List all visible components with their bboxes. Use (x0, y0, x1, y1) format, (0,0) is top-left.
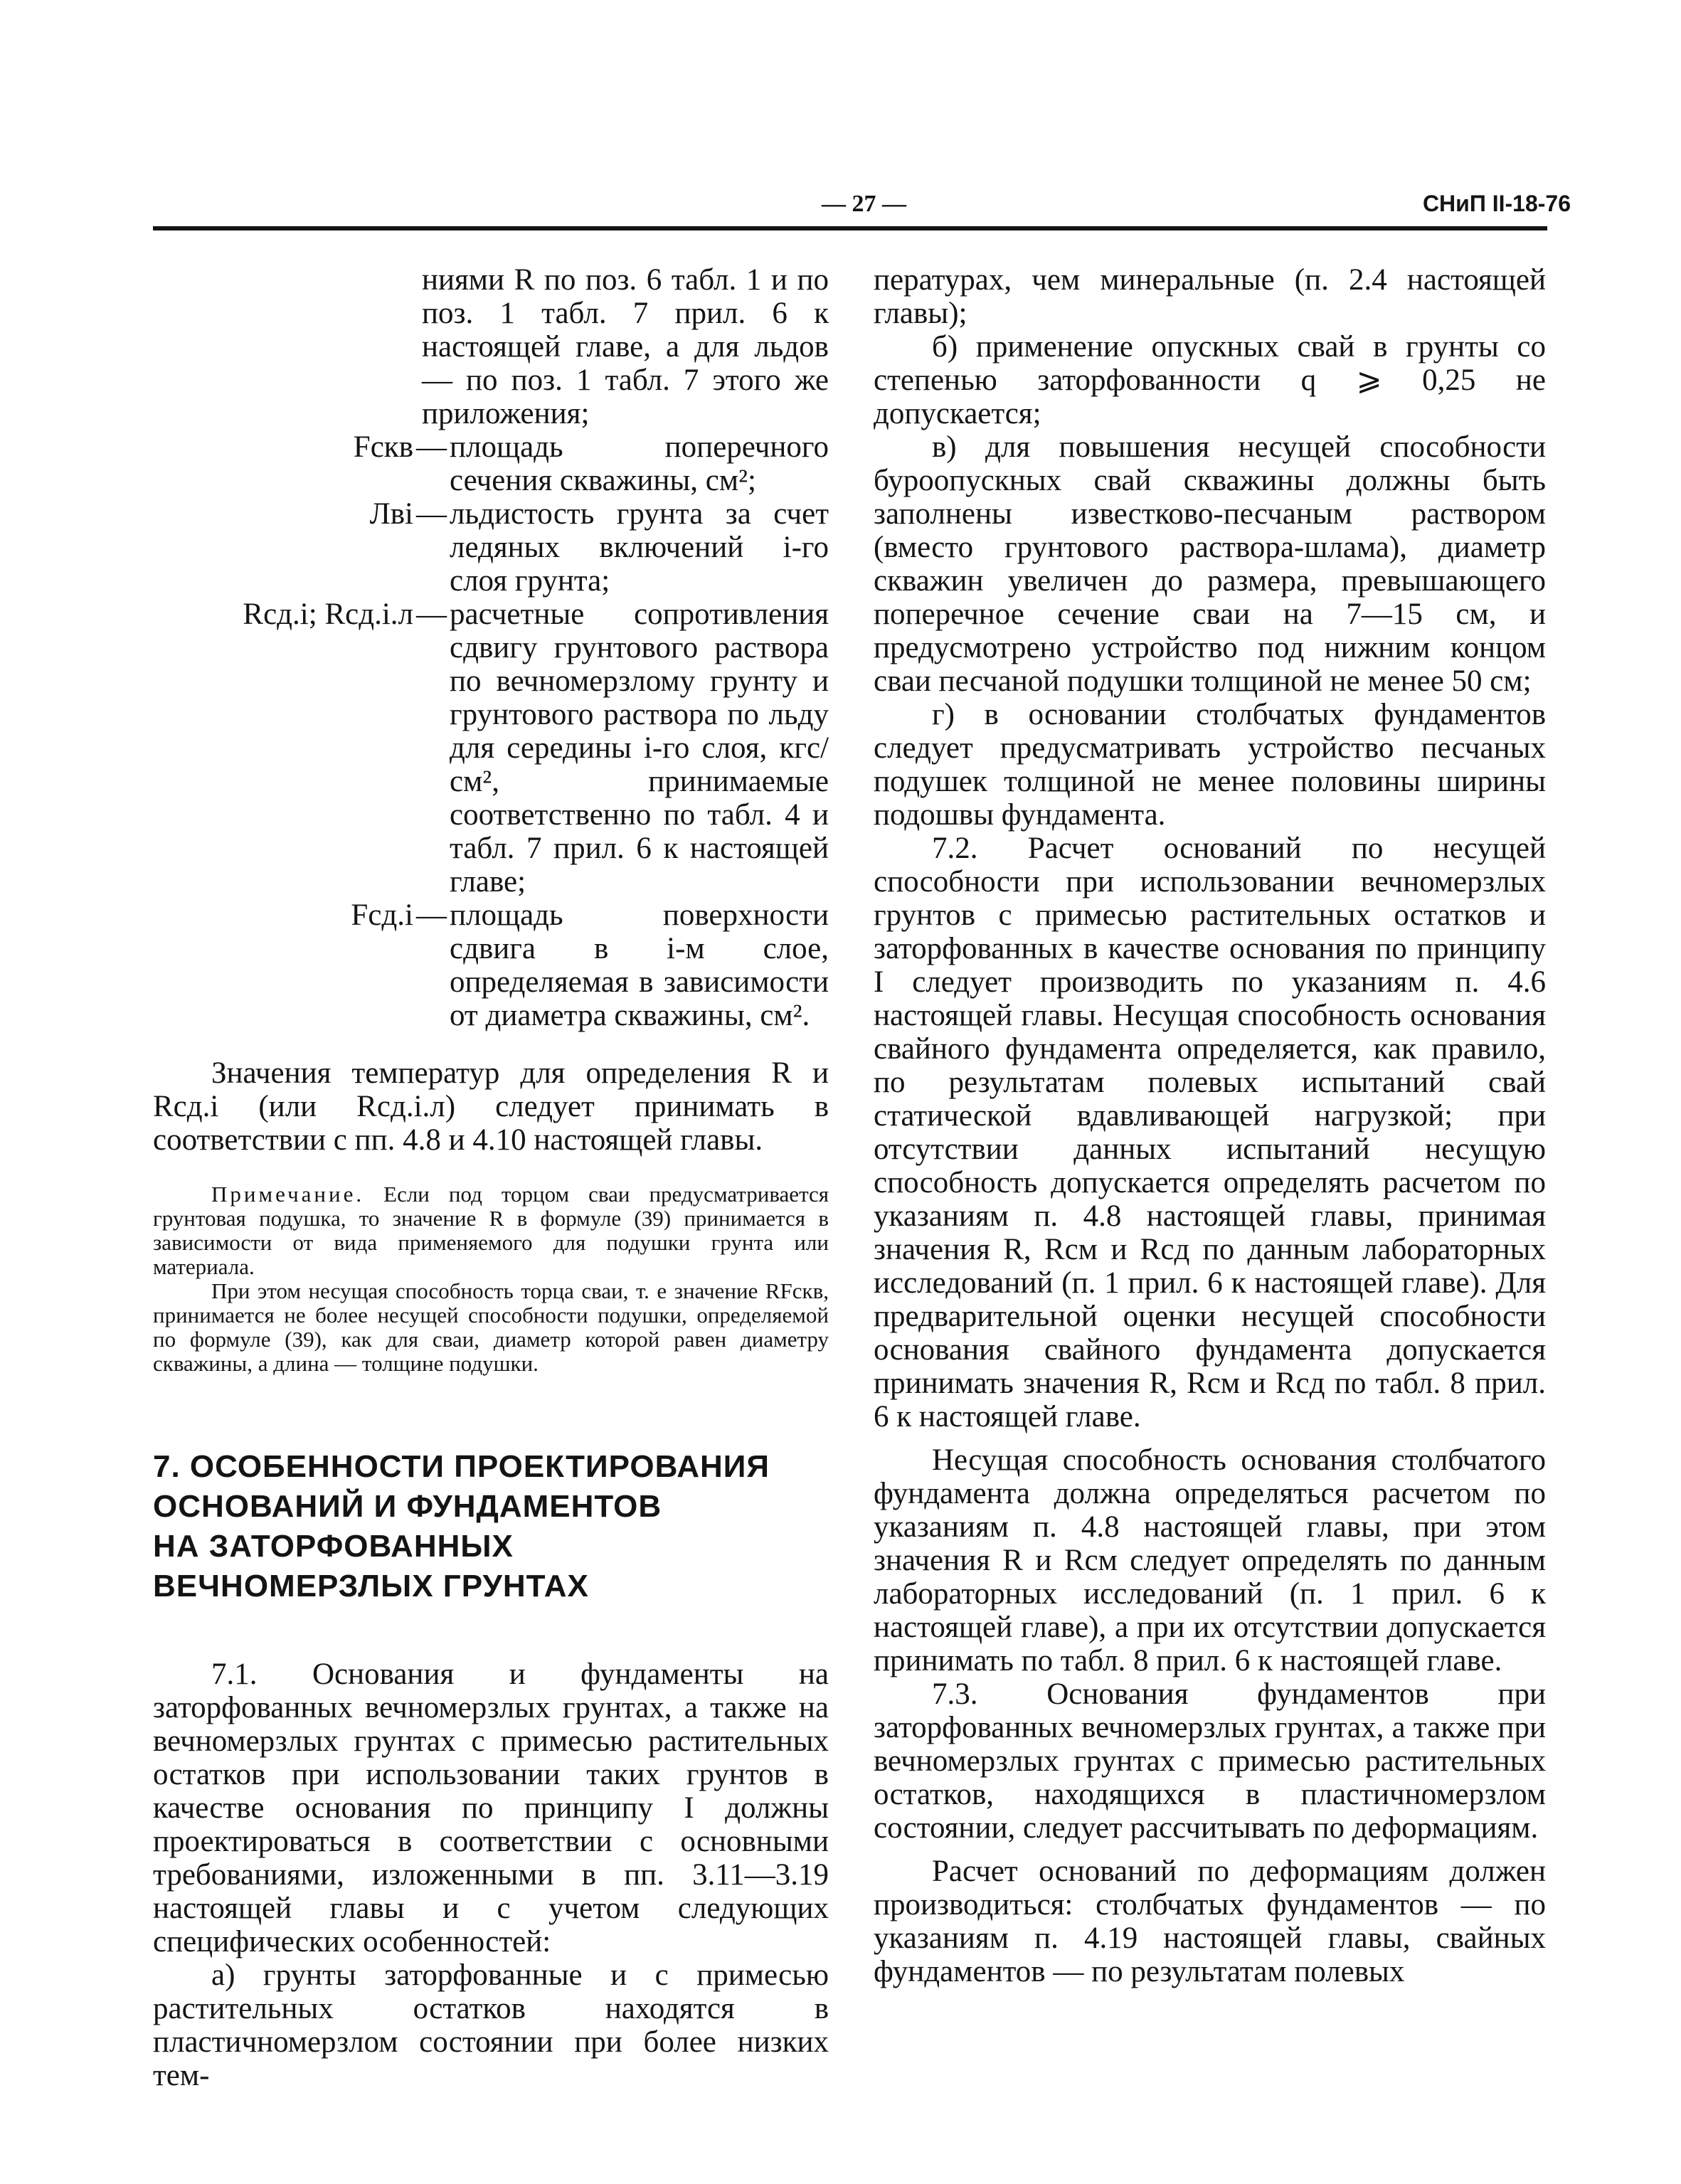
heading-line: НА ЗАТОРФОВАННЫХ (153, 1529, 514, 1564)
note-label: Примечание. (211, 1182, 365, 1207)
right-column (874, 263, 1546, 1988)
definition-symbol: Fсд.i (351, 898, 413, 932)
definition-symbol: Лвi (369, 497, 413, 531)
definition-symbol: Fскв (353, 430, 413, 464)
heading-line: ОСНОВАНИЙ И ФУНДАМЕНТОВ (153, 1489, 662, 1524)
definition-text: расчетные сопротивления сдвигу грунтового раствора по вечномерзлому грунту и грунтового раствора по льду для середины i-го слоя, кгс/см², принимаемые соответственно по табл. 4 и табл. 7 прил. 6 к настоящей главе; (450, 598, 829, 898)
paragraph-7-3: 7.3. Основания фундаментов при заторфованных вечномерзлых грунтах, а также при вечномерзлых грунтах с примесью растительных остатков, находящихся в пластичномерзлом состоянии, следует рассчитывать по деформациям. (874, 1677, 1546, 1845)
paragraph-7-1-a-continued: пературах, чем минеральные (п. 2.4 настоящей главы); (874, 263, 1546, 330)
definition-dash: — (416, 430, 447, 464)
definition-text: площадь поверхности сдвига в i-м слое, определяемая в зависимости от диаметра скважины, см². (450, 898, 829, 1032)
note-text-2: При этом несущая способность торца сваи, т. е значение RFскв, принимается не более несущей способности подушки, определяемой по формуле (39), как для сваи, диаметр которой равен диаметру скважины, а длина — толщине подушки. (153, 1278, 829, 1376)
definition-dash: — (416, 898, 447, 932)
definition-continuation (153, 263, 829, 430)
definition-symbol: Rсд.i; Rсд.i.л (243, 598, 413, 631)
definition-text: площадь поперечного сечения скважины, см²; (450, 430, 829, 497)
paragraph-7-1-a: а) грунты заторфованные и с примесью растительных остатков находятся в пластичномерзлом состоянии при более низких тем- (153, 1958, 829, 2092)
heading-line: 7. ОСОБЕННОСТИ ПРОЕКТИРОВАНИЯ (153, 1449, 770, 1484)
left-column (153, 263, 829, 2092)
paragraph-column-foundation: Несущая способность основания столбчатого фундамента должна определяться расчетом по указаниям п. 4.8 настоящей главы, при этом значения R и Rсм следует определять по данным лабораторных исследований (п. 1 прил. 6 к настоящей главе), а при их отсутствии допускается принимать по табл. 8 прил. 6 к настоящей главе. (874, 1443, 1546, 1677)
heading-line: ВЕЧНОМЕРЗЛЫХ ГРУНТАХ (153, 1569, 589, 1603)
note-text: Если под торцом сваи предусматривается грунтовая подушка, то значение R в формуле (39) принимается в зависимости от вида применяемого для подушки грунта или материала. (153, 1182, 829, 1279)
definition-dash: — (416, 497, 447, 531)
note-block (153, 1182, 829, 1376)
definition-text: льдистость грунта за счет ледяных включений i-го слоя грунта; (450, 497, 829, 598)
definition-item (153, 497, 829, 598)
definition-item (153, 898, 829, 1032)
paragraph-7-1-g: г) в основании столбчатых фундаментов следует предусматривать устройство песчаных подушек толщиной не менее половины ширины подошвы фундамента. (874, 698, 1546, 832)
paragraph-7-1: 7.1. Основания и фундаменты на заторфованных вечномерзлых грунтах, а также на вечномерзлых грунтах с примесью растительных остатков при использовании таких грунтов в качестве основания по принципу I должны проектироваться в соответствии с основными требованиями, изложенными в пп. 3.11—3.19 настоящей главы и с учетом следующих специфических особенностей: (153, 1658, 829, 1958)
definition-text: ниями R по поз. 6 табл. 1 и по поз. 1 табл. 7 прил. 6 к настоящей главе, а для льдов — по поз. 1 табл. 7 этого же приложения; (422, 263, 829, 430)
definition-item (153, 598, 829, 898)
page-number: — 27 — (822, 191, 906, 217)
document-code: СНиП II-18-76 (1422, 191, 1571, 216)
paragraph-deformation: Расчет оснований по деформациям должен производиться: столбчатых фундаментов — по указаниям п. 4.19 настоящей главы, свайных фундаментов — по результатам полевых (874, 1855, 1546, 1988)
definition-list (153, 263, 829, 1032)
paragraph-7-2: 7.2. Расчет оснований по несущей способности при использовании вечномерзлых грунтов с примесью растительных остатков и заторфованных в качестве основания по принципу I следует производить по указаниям п. 4.6 настоящей главы. Несущая способность основания свайного фундамента определяется, как правило, по результатам полевых испытаний свай статической вдавливающей нагрузкой; при отсутствии данных испытаний несущую способность допускается определять расчетом по указаниям п. 4.8 настоящей главы, принимая значения R, Rсм и Rсд по данным лабораторных исследований (п. 1 прил. 6 к настоящей главе). Для предварительной оценки несущей способности основания свайного фундамента допускается принимать значения R, Rсм и Rсд по табл. 8 прил. 6 к настоящей главе. (874, 832, 1546, 1433)
definition-item (153, 430, 829, 497)
header-rule (153, 226, 1547, 230)
paragraph-7-1-v: в) для повышения несущей способности буроопускных свай скважины должны быть заполнены известково-песчаным раствором (вместо грунтового раствора-шлама), диаметр скважин увеличен до размера, превышающего поперечное сечение сваи на 7—15 см, и предусмотрено устройство под нижним концом сваи песчаной подушки толщиной не менее 50 см; (874, 430, 1546, 698)
section-heading (153, 1447, 829, 1606)
paragraph-7-1-b: б) применение опускных свай в грунты со степенью заторфованности q ⩾ 0,25 не допускается; (874, 330, 1546, 430)
definition-dash: — (416, 598, 447, 631)
temperature-paragraph: Значения температур для определения R и Rсд.i (или Rсд.i.л) следует принимать в соответствии с пп. 4.8 и 4.10 настоящей главы. (153, 1056, 829, 1157)
